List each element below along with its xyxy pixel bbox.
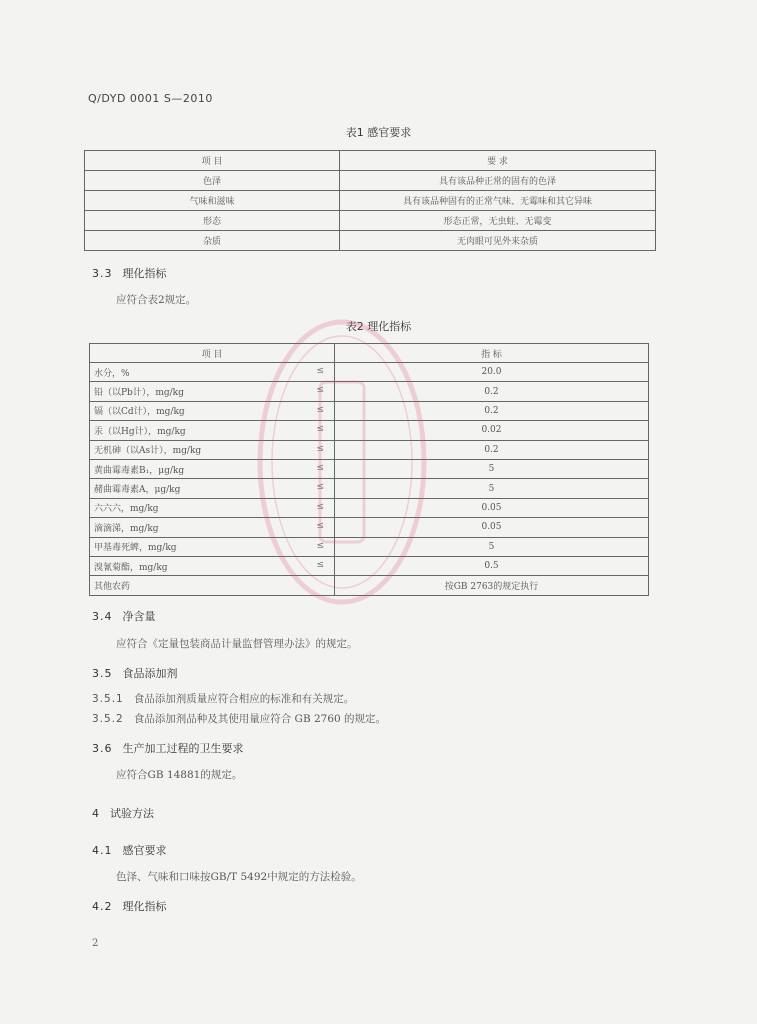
subsection-item xyxy=(92,691,354,706)
physicochemical-table xyxy=(89,343,649,596)
table-cell: 形态正常，无虫蛀、无霉变 xyxy=(340,211,656,231)
value-cell: 0.02 xyxy=(335,421,649,440)
le-symbol: ≤ xyxy=(316,462,324,473)
section-number: 3.4 xyxy=(92,610,113,623)
item-label: 其他农药 xyxy=(94,581,131,592)
table2-caption: 表2 理化指标 xyxy=(345,320,412,333)
value-cell: 0.05 xyxy=(335,498,649,517)
value-cell: 5 xyxy=(335,537,649,556)
table-row xyxy=(90,363,649,382)
table-row xyxy=(90,459,649,478)
le-symbol: ≤ xyxy=(316,424,324,435)
table-header-cell: 项 目 xyxy=(90,344,335,363)
section-number: 3.3 xyxy=(92,267,113,280)
table-cell: 无肉眼可见外来杂质 xyxy=(340,231,656,251)
item-label: 六六六，mg/kg xyxy=(94,504,159,515)
le-symbol: ≤ xyxy=(316,385,324,396)
value-cell: 按GB 2763的规定执行 xyxy=(335,576,649,595)
table-cell: 具有该品种正常的固有的色泽 xyxy=(340,171,656,191)
table-cell: 气味和滋味 xyxy=(85,191,340,211)
table-row xyxy=(90,537,649,556)
table-cell: 杂质 xyxy=(85,231,340,251)
table-row xyxy=(90,518,649,537)
item-label: 黄曲霉毒素B₁，μg/kg xyxy=(94,465,185,476)
item-label: 镉（以Cd计），mg/kg xyxy=(94,407,185,418)
table-row xyxy=(85,171,656,191)
section-title: 理化指标 xyxy=(122,900,167,913)
le-symbol: ≤ xyxy=(316,443,324,454)
item-label: 甲基毒死蜱，mg/kg xyxy=(94,543,177,554)
le-symbol: ≤ xyxy=(316,540,324,551)
table-row xyxy=(90,382,649,401)
table-header-row xyxy=(90,344,649,363)
subsection-item xyxy=(92,711,386,726)
table-header-row xyxy=(85,151,656,171)
value-cell: 0.5 xyxy=(335,556,649,575)
subsection-text: 食品添加剂质量应符合相应的标准和有关规定。 xyxy=(133,693,355,705)
section-number: 3.5 xyxy=(92,667,113,680)
sensory-requirements-table xyxy=(84,150,656,251)
item-label: 赭曲霉毒素A，μg/kg xyxy=(94,485,181,496)
table-row xyxy=(90,556,649,575)
section-number: 4.2 xyxy=(92,900,113,913)
table-cell: 具有该品种固有的正常气味、无霉味和其它异味 xyxy=(340,191,656,211)
table1-caption: 表1 感官要求 xyxy=(345,126,412,139)
item-label: 滴滴涕，mg/kg xyxy=(94,523,159,534)
section-heading xyxy=(92,608,156,624)
value-cell: 0.2 xyxy=(335,382,649,401)
table-row xyxy=(90,479,649,498)
le-symbol: ≤ xyxy=(316,521,324,532)
section-heading xyxy=(92,898,167,914)
section-title: 试验方法 xyxy=(110,807,154,820)
value-cell: 0.05 xyxy=(335,518,649,537)
value-cell: 5 xyxy=(335,459,649,478)
item-label: 水分，% xyxy=(94,368,130,379)
section-heading xyxy=(92,842,167,858)
table-row xyxy=(90,440,649,459)
section-title: 食品添加剂 xyxy=(122,667,178,680)
document-code: Q/DYD 0001 S—2010 xyxy=(88,92,213,105)
le-symbol: ≤ xyxy=(316,559,324,570)
table-header-cell: 指 标 xyxy=(335,344,649,363)
value-cell: 20.0 xyxy=(335,363,649,382)
table-row xyxy=(85,211,656,231)
table-header-cell: 项 目 xyxy=(85,151,340,171)
subsection-text: 食品添加剂品种及其使用量应符合 GB 2760 的规定。 xyxy=(133,713,387,725)
section-heading xyxy=(92,265,167,281)
table-row xyxy=(85,231,656,251)
table-header-cell: 要 求 xyxy=(340,151,656,171)
le-symbol: ≤ xyxy=(316,501,324,512)
value-cell: 0.2 xyxy=(335,401,649,420)
table-row xyxy=(85,191,656,211)
section-title: 生产加工过程的卫生要求 xyxy=(122,742,244,755)
section-heading xyxy=(92,805,154,821)
section-text: 应符合表2规定。 xyxy=(116,294,197,306)
subsection-number: 3.5.1 xyxy=(92,693,124,705)
section-heading xyxy=(92,740,244,756)
table-cell: 色泽 xyxy=(85,171,340,191)
table-row xyxy=(90,421,649,440)
table-row xyxy=(90,498,649,517)
table-cell: 形态 xyxy=(85,211,340,231)
value-cell: 5 xyxy=(335,479,649,498)
item-label: 溴氰菊酯，mg/kg xyxy=(94,562,168,573)
item-label: 汞（以Hg计），mg/kg xyxy=(94,426,186,437)
section-title: 理化指标 xyxy=(122,267,167,280)
le-symbol: ≤ xyxy=(316,366,324,376)
table-row xyxy=(90,401,649,420)
le-symbol: ≤ xyxy=(316,404,324,415)
item-label: 铅（以Pb计），mg/kg xyxy=(94,388,184,399)
section-title: 感官要求 xyxy=(122,844,167,857)
section-heading xyxy=(92,665,178,681)
section-title: 净含量 xyxy=(122,610,156,623)
section-text: 应符合GB 14881的规定。 xyxy=(116,769,243,781)
section-text: 色泽、气味和口味按GB/T 5492中规定的方法检验。 xyxy=(116,871,362,883)
value-cell: 0.2 xyxy=(335,440,649,459)
table-row xyxy=(90,576,649,595)
section-number: 4 xyxy=(92,807,100,820)
subsection-number: 3.5.2 xyxy=(92,713,124,725)
section-number: 3.6 xyxy=(92,742,113,755)
page-number: 2 xyxy=(92,938,99,949)
item-label: 无机砷（以As计），mg/kg xyxy=(94,446,202,457)
le-symbol: ≤ xyxy=(316,482,324,493)
section-text: 应符合《定量包装商品计量监督管理办法》的规定。 xyxy=(116,638,358,650)
section-number: 4.1 xyxy=(92,844,113,857)
